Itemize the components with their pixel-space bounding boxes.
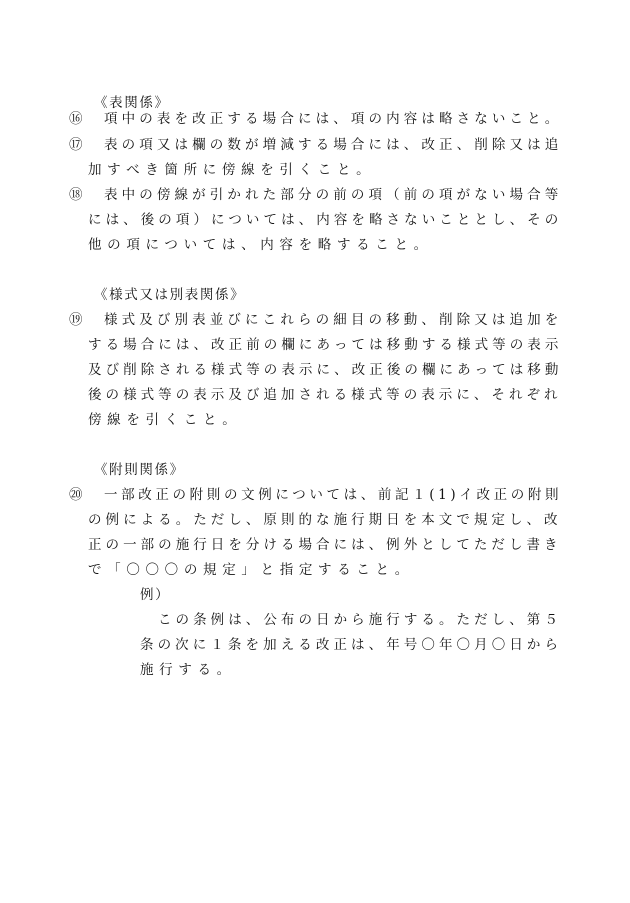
item-text-line: 様式及び別表並びにこれらの細目の移動、削除又は追加を	[104, 312, 563, 328]
item-text-line: の例による。ただし、原則的な施行期日を本文で規定し、改	[88, 512, 562, 528]
item-number: ⑰	[69, 137, 83, 153]
section-heading-table: 《表関係》	[94, 95, 170, 111]
item-text-line: 加すべき箇所に傍線を引くこと。	[88, 162, 376, 178]
item-number: ⑯	[69, 111, 83, 127]
item-text-line: 正の一部の施行日を分ける場合には、例外としてただし書き	[88, 537, 562, 553]
item-text-line: 後の様式等の表示及び追加される様式等の表示に、それぞれ	[88, 387, 562, 403]
example-text-line: 施行する。	[140, 662, 236, 678]
item-text-line: する場合には、改正前の欄にあっては移動する様式等の表示	[88, 337, 563, 353]
item-text-line: で「〇〇〇の規定」と指定すること。	[88, 562, 414, 578]
item-text-line: 一部改正の附則の文例については、前記１(1)イ改正の附則	[104, 487, 563, 503]
item-text-line: 他の項については、内容を略すること。	[88, 237, 433, 253]
example-text-line: この条例は、公布の日から施行する。ただし、第５	[158, 612, 562, 628]
item-text-line: 及び削除される様式等の表示に、改正後の欄にあっては移動	[88, 362, 563, 378]
item-number: ⑱	[69, 187, 83, 203]
item-number: ⑲	[69, 312, 83, 328]
section-heading-forms: 《様式又は別表関係》	[94, 287, 246, 303]
item-text-line: 項中の表を改正する場合には、項の内容は略さないこと。	[104, 111, 563, 127]
item-text-line: 表の項又は欄の数が増減する場合には、改正、削除又は追	[104, 137, 563, 153]
example-label: 例）	[140, 587, 171, 603]
item-number: ⑳	[69, 487, 83, 503]
item-text-line: には、後の項）については、内容を略さないこととし、その	[88, 212, 563, 228]
item-text-line: 傍線を引くこと。	[88, 412, 242, 428]
section-heading-supplementary: 《附則関係》	[94, 462, 185, 478]
item-text-line: 表中の傍線が引かれた部分の前の項（前の項がない場合等	[104, 187, 563, 203]
example-text-line: 条の次に１条を加える改正は、年号〇年〇月〇日から	[140, 637, 563, 653]
